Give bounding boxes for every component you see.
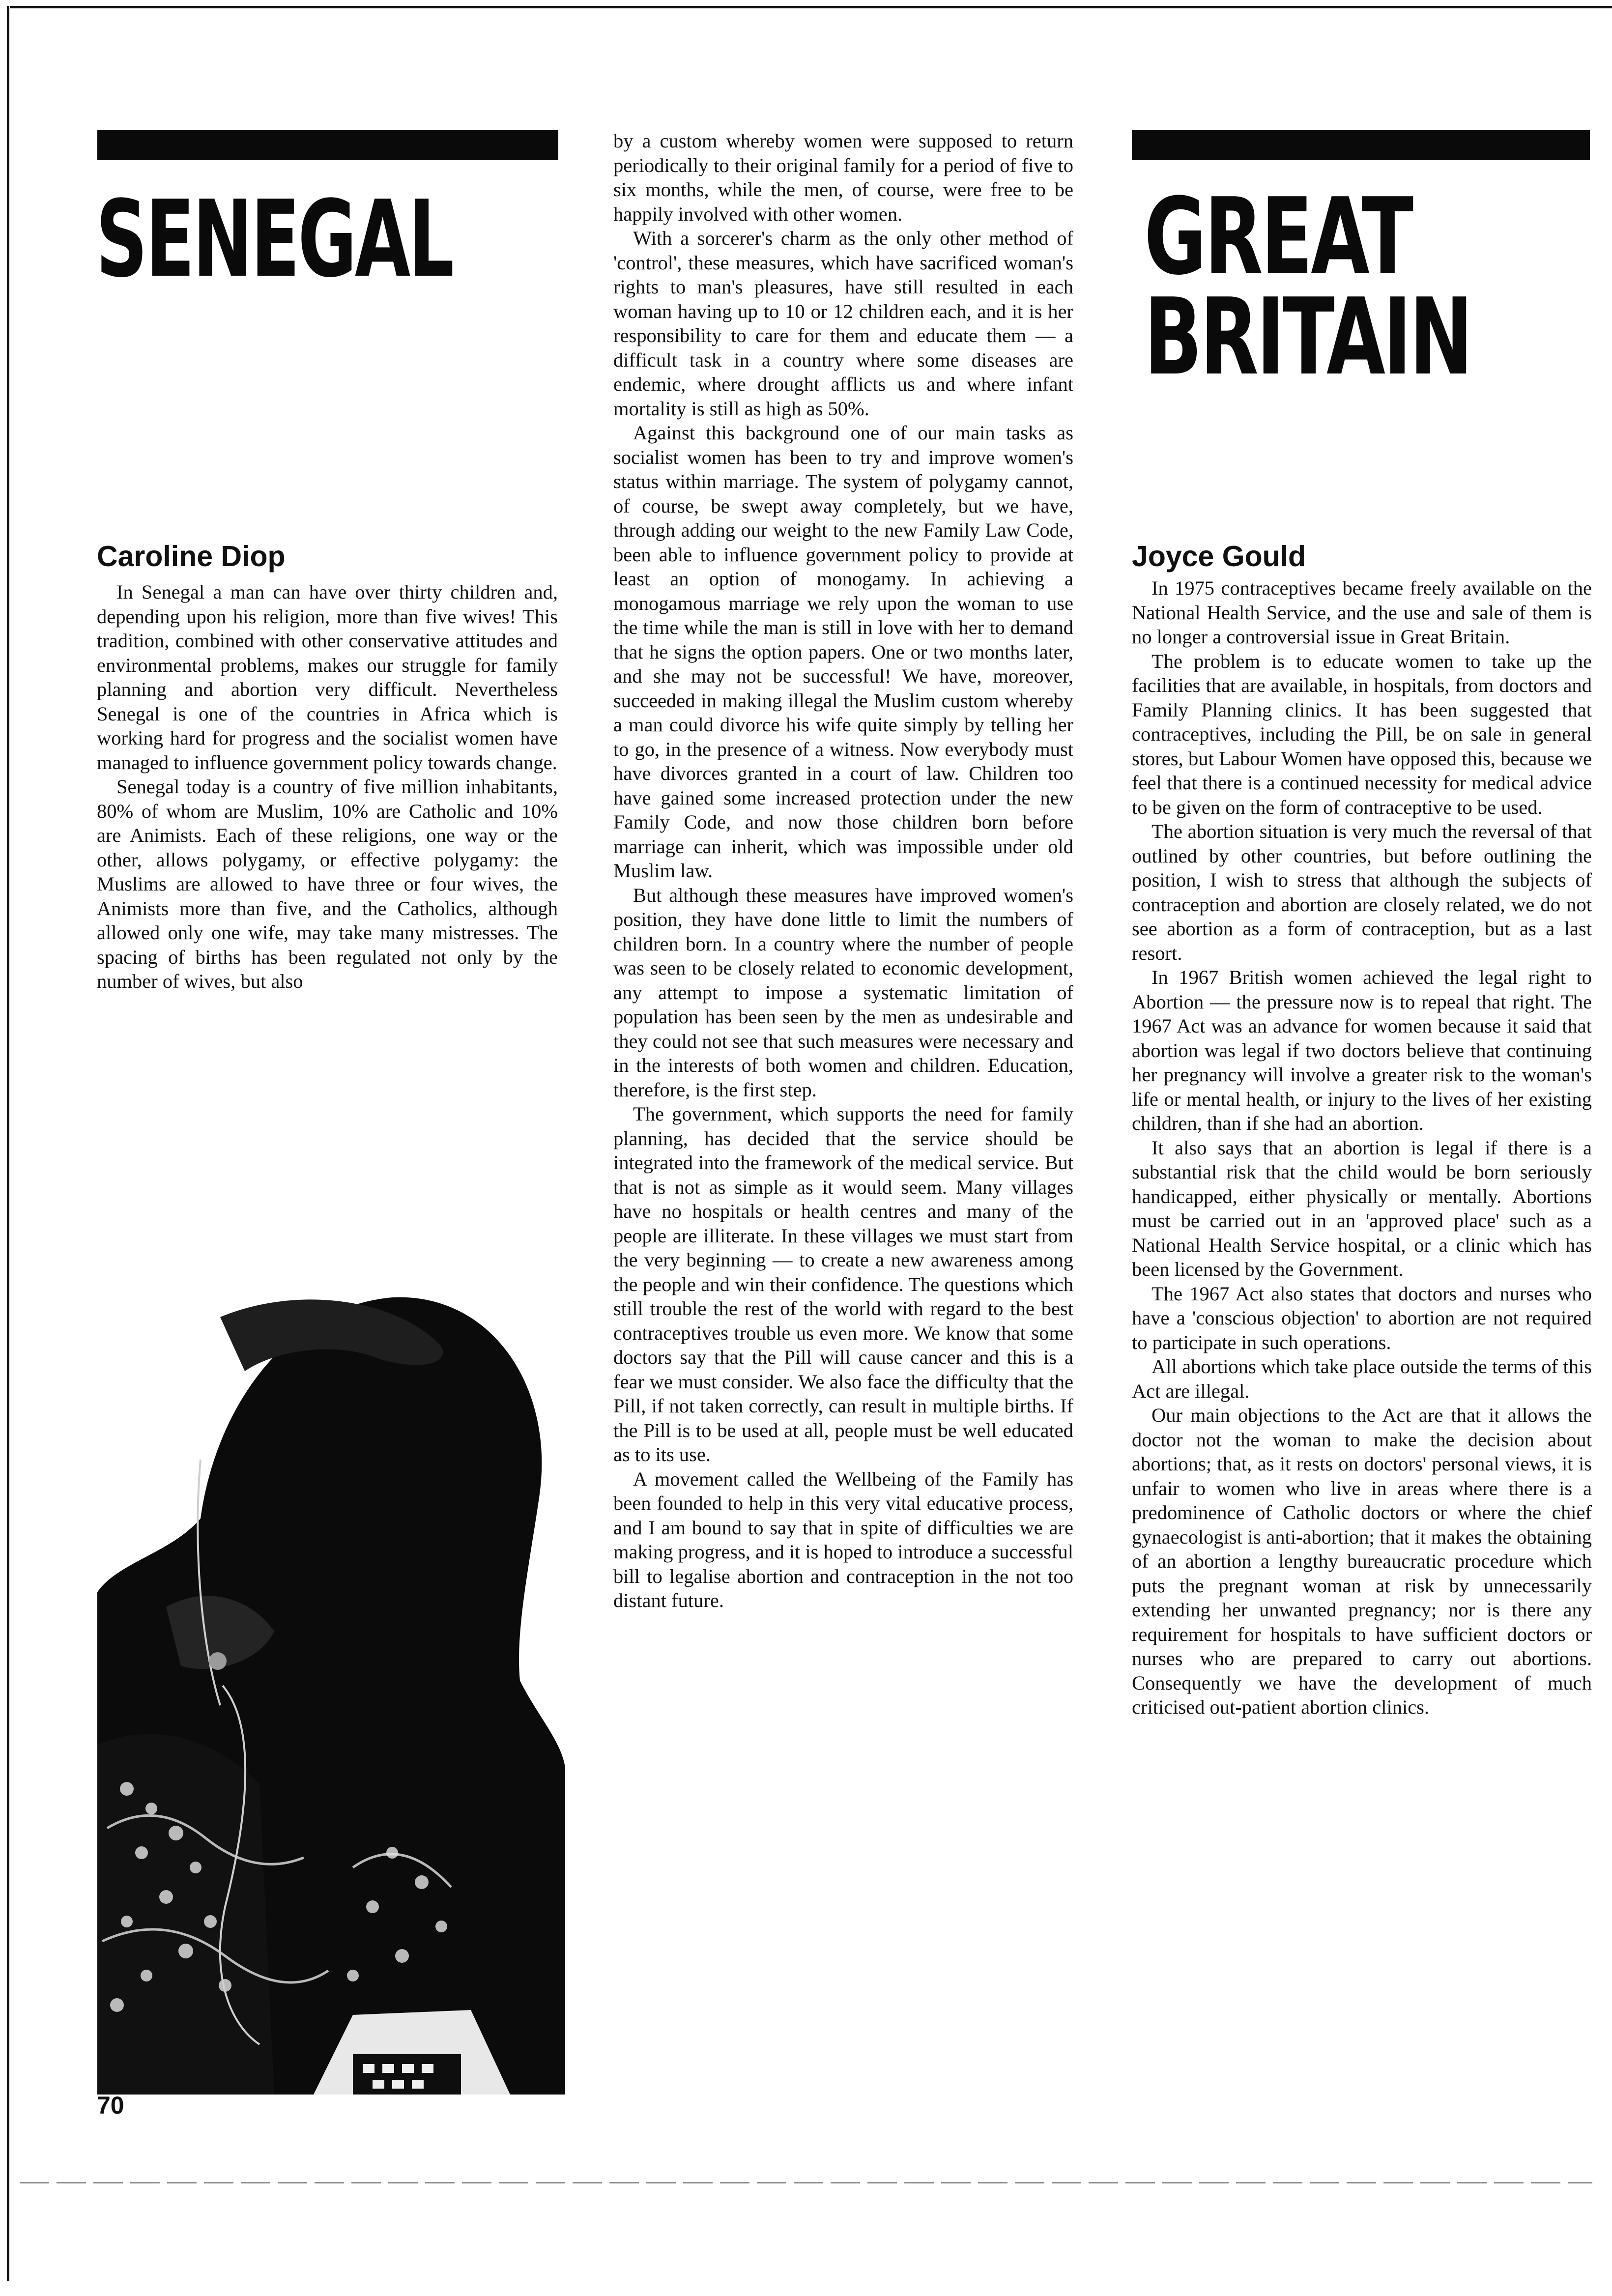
gb-paragraph: All abortions which take place outside the terms of this Act are illegal. — [1132, 1355, 1592, 1402]
senegal-paragraph: The government, which supports the need for family planning, has decided that the service should be integrated into the framework of the medical service. But that is not as simple as it would seem. Many villages have no hospitals or health centres and many of the people are illiterate. In these villages we must start from the very beginning — to create a new awareness among the people and win their confidence. The questions which still trouble the rest of the world with regard to the best contraceptives trouble us even more. We know that some doctors say that the Pill will cause cancer and this is a fear we must consider. We also face the difficulty that the Pill, if not taken correctly, can result in multiple births. If the Pill is to be used at all, people must be well educated as to its use. — [613, 1103, 1073, 1465]
senegal-paragraph: With a sorcerer's charm as the only other method of 'control', these measures, which have sacrificed woman's rights to man's pleasures, have still resulted in each woman having up to 10 or 12 children each, and it is her responsibility to care for them and educate them — a difficult task in a country where some diseases are endemic, where drought afflicts us and where infant mortality is still as high as 50%. — [613, 227, 1073, 420]
page-number: 70 — [97, 2092, 124, 2119]
gb-title-line-1: GREAT — [1144, 175, 1411, 298]
gb-paragraph: The problem is to educate women to take up the facilities that are available, in hospitals, from doctors and Family Planning clinics. It has been suggested that contraceptives, including the Pill, be on sale in general stores, but Labour Women have opposed this, because we feel that there is a continued necessity for medical advice to be given on the form of contraceptive to be used. — [1132, 650, 1592, 818]
senegal-column-1 — [97, 580, 558, 994]
gb-paragraph: In 1967 British women achieved the legal right to Abortion — the pressure now is to repeal that right. The 1967 Act was an advance for women because it said that abortion was legal if two doctors believe that continuing her pregnancy will involve a greater risk to the woman's life or mental health, or injury to the lives of her existing children, than if she had an abortion. — [1132, 966, 1592, 1134]
senegal-paragraph: In Senegal a man can have over thirty children and, depending upon his religion, more than five wives! This tradition, combined with other conservative attitudes and environmental problems, makes our struggle for family planning and abortion very difficult. Nevertheless Senegal is one of the countries in Africa which is working hard for progress and the socialist women have managed to influence government policy towards change. — [97, 581, 558, 774]
bottom-rule — [20, 2182, 1592, 2183]
gb-paragraph: It also says that an abortion is legal if there is a substantial risk that the child would be born seriously handicapped, either physically or mentally. Abortions must be carried out in an 'approved place' such as a National Health Service hospital, or a clinic which has been licensed by the Government. — [1132, 1136, 1592, 1280]
senegal-title-bar — [97, 130, 558, 160]
gb-title — [1144, 175, 1471, 399]
gb-title-line-2: BRITAIN — [1144, 275, 1471, 399]
senegal-paragraph: Senegal today is a country of five million inhabitants, 80% of whom are Muslim, 10% are Catholic and 10% are Animists. Each of these religions, one way or the other, allows polygamy, or effective polygamy: the Muslims are allowed to have three or four wives, the Animists more than five, and the Catholics, although allowed only one wife, may take many mistresses. The spacing of births has been regulated not only by the number of wives, but also — [97, 775, 558, 992]
portrait-photo — [97, 1288, 565, 2095]
portrait-photo-graphic — [97, 1288, 565, 2095]
senegal-title: SENEGAL — [96, 177, 453, 301]
gb-author: Joyce Gould — [1132, 540, 1306, 573]
gb-paragraph: The abortion situation is very much the reversal of that outlined by other countries, but before outlining the position, I wish to stress that although the subjects of contraception and abortion are closely related, we do not see abortion as a form of contraception, but as a last resort. — [1132, 820, 1592, 964]
senegal-paragraph: A movement called the Wellbeing of the Family has been founded to help in this very vital educative process, and I am bound to say that in spite of difficulties we are making progress, and it is hoped to introduce a successful bill to legalise abortion and contraception in the not too distant future. — [613, 1467, 1073, 1611]
gb-paragraph: In 1975 contraceptives became freely available on the National Health Service, and the use and sale of them is no longer a controversial issue in Great Britain. — [1132, 577, 1592, 648]
gb-paragraph: The 1967 Act also states that doctors and nurses who have a 'conscious objection' to abortion are not required to participate in such operations. — [1132, 1282, 1592, 1353]
gb-column — [1132, 576, 1592, 1720]
page-frame-top — [10, 6, 1612, 8]
gb-paragraph: Our main objections to the Act are that it allows the doctor not the woman to make the decision about abortions; that, as it rests on doctors' personal views, it is unfair to women who live in areas where there is a predominence of Catholic doctors or where the chief gynaecologist is anti-abortion; that it makes the obtaining of an abortion a lengthy bureaucratic procedure which puts the pregnant woman at risk by unnecessarily extending her unwanted pregnancy; nor is there any requirement for hospitals to have sufficient doctors or nurses who are prepared to carry out abortions. Consequently we have the development of much criticised out-patient abortion clinics. — [1132, 1404, 1592, 1718]
senegal-column-2 — [613, 129, 1073, 1613]
page-frame-left — [7, 6, 9, 2281]
gb-title-bar — [1132, 130, 1590, 160]
senegal-author: Caroline Diop — [97, 540, 286, 573]
senegal-paragraph: But although these measures have improved women's position, they have done little to limit the numbers of children born. In a country where the number of people was seen to be closely related to economic development, any attempt to impose a systematic limitation of population has been seen by the men as undesirable and they could not see that such measures were necessary and in the interests of both women and children. Education, therefore, is the first step. — [613, 884, 1073, 1101]
senegal-paragraph: by a custom whereby women were supposed to return periodically to their original family for a period of five to six months, while the men, of course, were free to be happily involved with other women. — [613, 130, 1073, 225]
senegal-paragraph: Against this background one of our main tasks as socialist women has been to try and improve women's status within marriage. The system of polygamy cannot, of course, be swept away completely, but we have, through adding our weight to the new Family Law Code, been able to influence government policy to provide at least an option of monogamy. In achieving a monogamous marriage we rely upon the woman to use the time while the man is still in love with her to demand that he signs the option papers. One or two months later, and she may not be successful! We have, moreover, succeeded in making illegal the Muslim custom whereby a man could divorce his wife quite simply by telling her to go, in the presence of a witness. Now everybody must have divorces granted in a court of law. Children too have gained some increased protection under the new Family Code, and now those children born before marriage can inherit, which was impossible under old Muslim law. — [613, 422, 1073, 882]
